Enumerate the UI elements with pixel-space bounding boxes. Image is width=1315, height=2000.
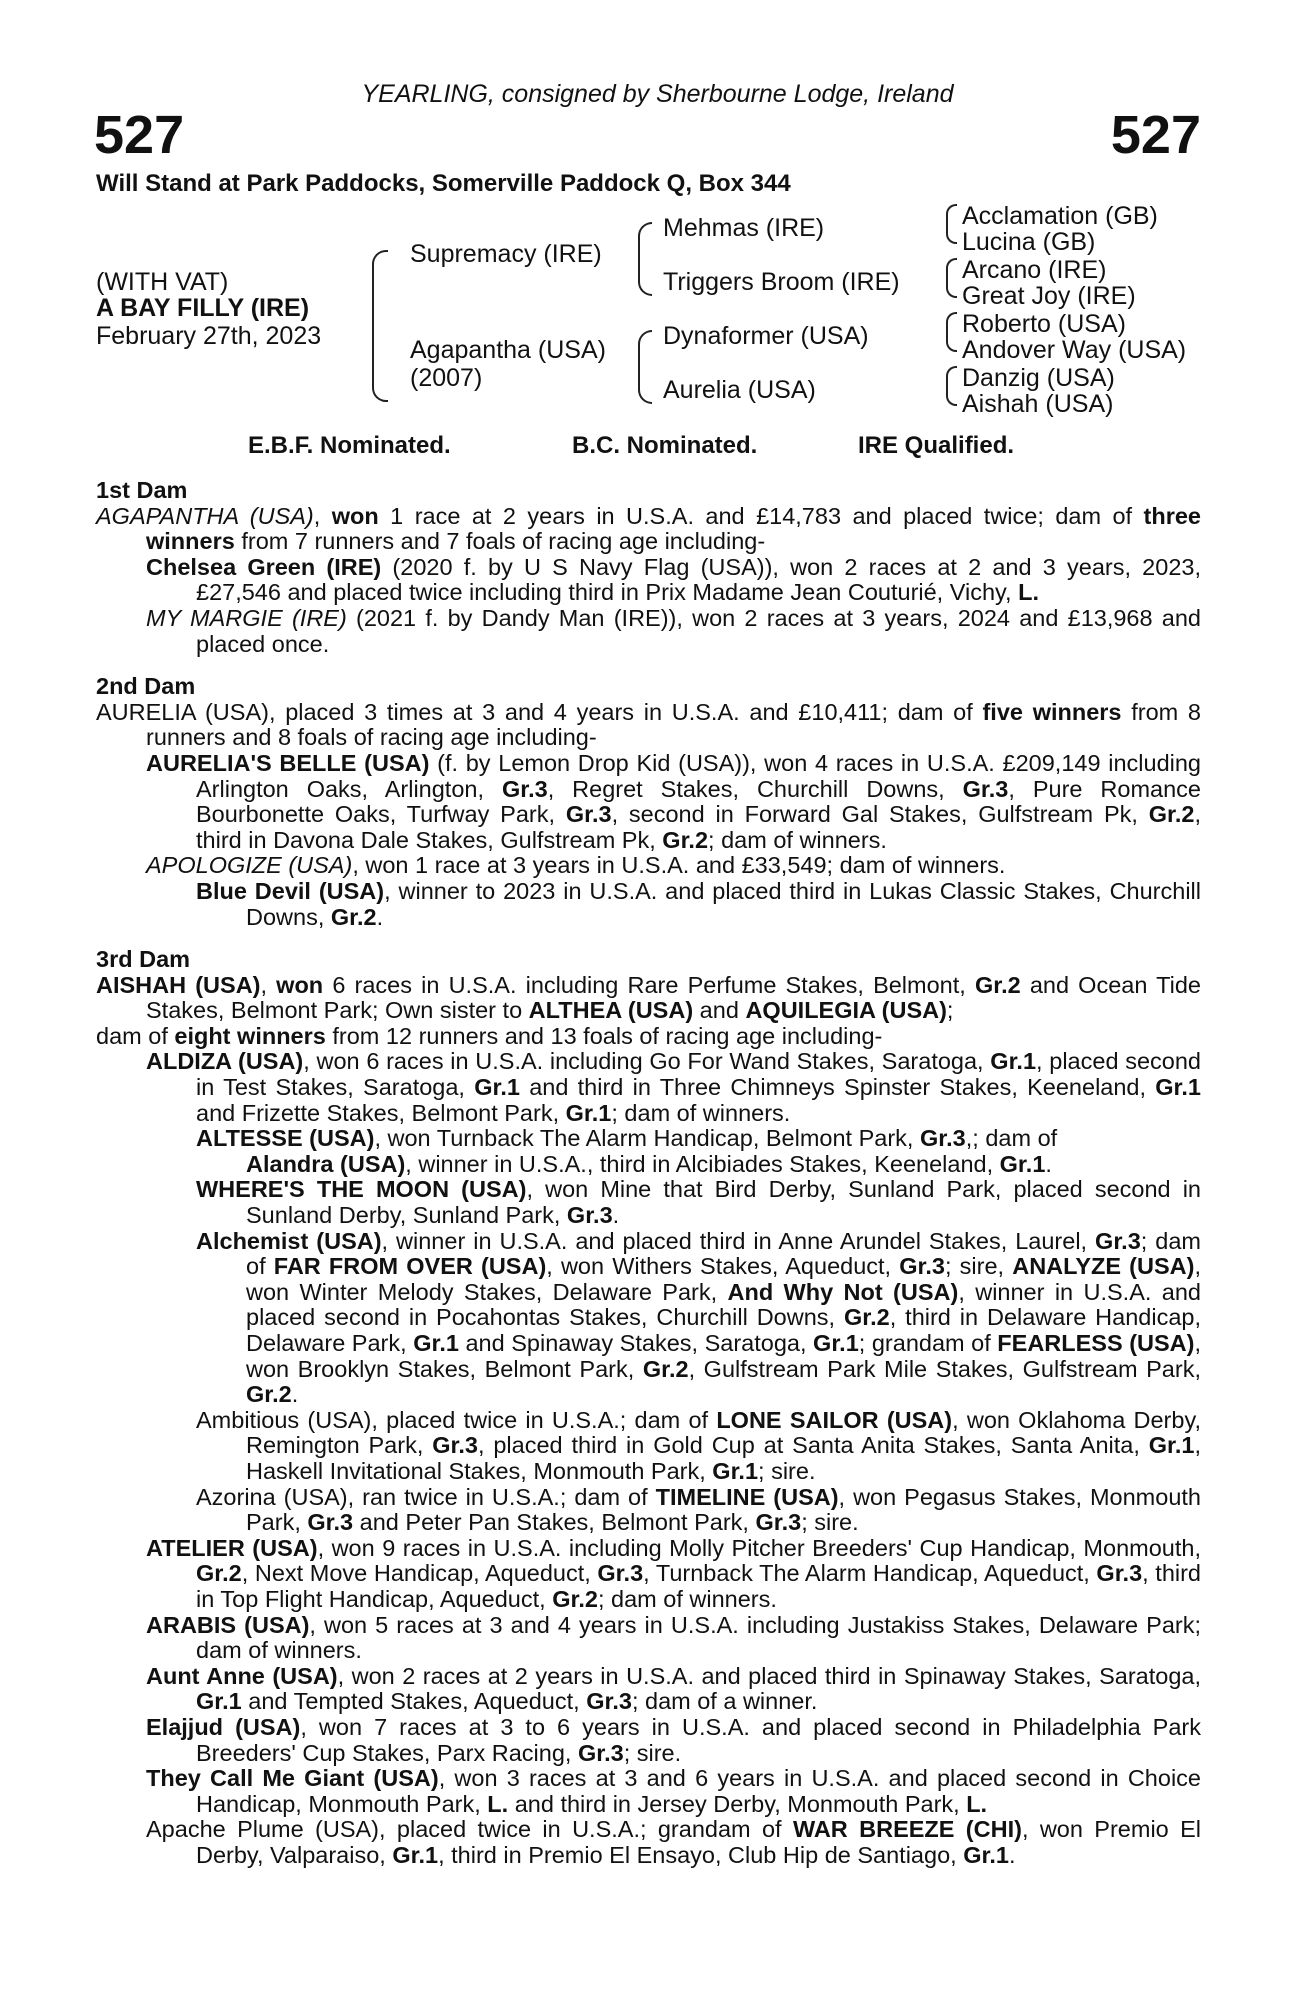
bold-text: Gr.3 — [1096, 1560, 1143, 1587]
text-run: , won Premio El Derby, Valparaiso, — [196, 1816, 1201, 1868]
entry-paragraph — [96, 1126, 1201, 1152]
text-run: ,; dam of — [965, 1125, 1058, 1152]
pedigree-brace-g3 — [946, 312, 957, 352]
text-run: , Regret Stakes, Churchill Downs, — [547, 775, 963, 802]
text-run: , third in Davona Dale Stakes, Gulfstream Pk, — [196, 801, 1201, 853]
bold-text: ARABIS (USA) — [146, 1611, 310, 1638]
text-run: 1 race at 2 years in U.S.A. and £14,783 and placed twice; dam of — [378, 502, 1144, 529]
text-run: ; dam of winners. — [597, 1585, 777, 1612]
text-run: . — [291, 1381, 299, 1408]
pedigree-g4: Great Joy (IRE) — [962, 282, 1136, 310]
text-run: . — [612, 1202, 620, 1229]
pedigree-dam-sire: Dynaformer (USA) — [663, 322, 869, 350]
bold-text: Gr.1 — [990, 1048, 1037, 1075]
text-run: , won Brooklyn Stakes, Belmont Park, — [246, 1330, 1201, 1382]
text-run: , won 2 races at 2 years in U.S.A. and placed third in Spinaway Stakes, Saratoga, — [337, 1662, 1201, 1689]
section-heading — [96, 947, 1201, 973]
text-run: , won Oklahoma Derby, Remington Park, — [246, 1406, 1201, 1459]
bold-text: L. — [487, 1790, 509, 1817]
pedigree-g5: Roberto (USA) — [962, 310, 1126, 338]
pedigree-sire: Supremacy (IRE) — [410, 240, 602, 268]
bold-text: TIMELINE (USA) — [655, 1483, 839, 1510]
bold-text: ALTHEA (USA) — [528, 997, 694, 1024]
text-run: , winner to 2023 in U.S.A. and placed third in Lukas Classic Stakes, Churchill Downs, — [246, 877, 1201, 930]
text-run: Azorina (USA), ran twice in U.S.A.; dam of — [196, 1483, 656, 1510]
bold-text: AISHAH (USA) — [96, 971, 261, 998]
text-run: , won Withers Stakes, Aqueduct, — [546, 1253, 900, 1280]
text-run: , Haskell Invitational Stakes, Monmouth Park, — [246, 1432, 1201, 1484]
text-run: . — [376, 903, 384, 930]
bold-text: 2nd Dam — [96, 673, 196, 700]
text-run: and — [693, 997, 746, 1024]
text-run: and Tempted Stakes, Aqueduct, — [241, 1688, 587, 1715]
entry-paragraph — [96, 1664, 1201, 1715]
text-run: , placed second in Test Stakes, Saratoga, — [196, 1048, 1202, 1101]
entry-paragraph — [96, 606, 1201, 657]
text-run: ; grandam of — [858, 1330, 998, 1356]
bold-text: eight winners — [174, 1022, 326, 1049]
bold-text: Gr.3 — [586, 1688, 632, 1715]
bold-text: Gr.3 — [501, 775, 548, 802]
entry-paragraph — [96, 853, 1201, 879]
bold-text: won — [276, 971, 324, 998]
bold-text: Gr.2 — [1148, 801, 1195, 828]
text-run: . — [1045, 1150, 1052, 1177]
bold-text: AURELIA'S BELLE (USA) — [146, 749, 430, 776]
text-run: , third in Top Flight Handicap, Aqueduct, — [196, 1560, 1201, 1612]
text-run: ; dam of — [246, 1227, 1201, 1280]
ebf-nomination: E.B.F. Nominated. — [248, 432, 451, 459]
bold-text: Gr.1 — [474, 1074, 520, 1101]
bold-text: Gr.2 — [246, 1381, 292, 1408]
bold-text: Gr.3 — [432, 1432, 478, 1459]
bold-text: Gr.1 — [712, 1457, 759, 1484]
text-run: , winner in U.S.A. and placed second in Pocahontas Stakes, Churchill Downs, — [246, 1278, 1201, 1331]
bold-text: FEARLESS (USA) — [997, 1330, 1195, 1356]
section-heading — [96, 674, 1201, 700]
pedigree-sire-sire: Mehmas (IRE) — [663, 214, 825, 242]
bold-text: Alchemist (USA) — [196, 1227, 382, 1254]
bold-text: Chelsea Green (IRE) — [146, 553, 382, 580]
bold-text: Gr.3 — [755, 1509, 802, 1536]
bold-text: Gr.1 — [813, 1330, 859, 1356]
pedigree-dam: Agapantha (USA) — [410, 336, 606, 364]
text-run: Ambitious (USA), placed twice in U.S.A.; dam of — [196, 1406, 717, 1433]
entry-paragraph — [96, 504, 1201, 555]
entry-paragraph — [96, 1229, 1201, 1408]
text-run: , third in Delaware Handicap, Delaware Park, — [246, 1304, 1201, 1356]
vat-note: (WITH VAT) — [96, 268, 229, 296]
entry-paragraph — [96, 1408, 1201, 1485]
entry-paragraph — [96, 1152, 1201, 1178]
bold-text: 3rd Dam — [96, 946, 191, 973]
horse-name: A BAY FILLY (IRE) — [96, 294, 310, 322]
text-run: , won Pegasus Stakes, Monmouth Park, — [246, 1483, 1201, 1536]
pedigree-g1: Acclamation (GB) — [962, 202, 1158, 230]
text-run: , second in Forward Gal Stakes, Gulfstream Pk, — [611, 801, 1149, 828]
bold-text: They Call Me Giant (USA) — [146, 1765, 439, 1792]
entry-paragraph — [96, 1024, 1201, 1050]
bold-text: three winners — [146, 502, 1201, 555]
bold-text: Gr.3 — [307, 1509, 354, 1536]
text-run: ; sire. — [758, 1457, 816, 1484]
bc-nomination: B.C. Nominated. — [572, 432, 758, 459]
text-run: , won 9 races in U.S.A. including Molly Pitcher Breeders' Cup Handicap, Monmouth, — [317, 1534, 1201, 1561]
text-run: , won 5 races at 3 and 4 years in U.S.A. including Justakiss Stakes, Delaware Park; dam of winners. — [196, 1611, 1201, 1664]
italic-text: AGAPANTHA (USA) — [96, 502, 314, 529]
bold-text: Gr.2 — [330, 903, 377, 930]
bold-text: Gr.3 — [565, 801, 612, 828]
bold-text: AQUILEGIA (USA) — [745, 997, 947, 1024]
text-run: , Turnback The Alarm Handicap, Aqueduct, — [643, 1560, 1097, 1587]
bold-text: Gr.1 — [963, 1841, 1009, 1868]
entry-paragraph — [96, 1817, 1201, 1868]
bold-text: Gr.1 — [999, 1150, 1046, 1177]
pedigree-g2: Lucina (GB) — [962, 228, 1096, 256]
text-run: , placed third in Gold Cup at Santa Anita Stakes, Santa Anita, — [477, 1432, 1149, 1459]
entry-paragraph — [96, 1485, 1201, 1536]
stand-location: Will Stand at Park Paddocks, Somerville Paddock Q, Box 344 — [96, 170, 791, 197]
text-run: (2021 f. by Dandy Man (IRE)), won 2 races at 3 years, 2024 and £13,968 and placed once. — [196, 604, 1201, 657]
bold-text: Gr.3 — [920, 1125, 966, 1152]
entry-paragraph — [96, 555, 1201, 606]
text-run: , won 6 races in U.S.A. including Go For Wand Stakes, Saratoga, — [303, 1048, 991, 1075]
page-subtitle: YEARLING, consigned by Sherbourne Lodge, Ireland — [361, 80, 954, 108]
italic-text: MY MARGIE (IRE) — [146, 604, 347, 631]
pedigree-g6: Andover Way (USA) — [962, 336, 1187, 364]
bold-text: Gr.2 — [642, 1355, 689, 1382]
text-run: and Ocean Tide Stakes, Belmont Park; Own sister to — [146, 971, 1201, 1024]
bold-text: Gr.3 — [962, 775, 1009, 802]
bold-text: won — [331, 502, 379, 529]
text-run: , won 7 races at 3 to 6 years in U.S.A. and placed second in Philadelphia Park Breeders' Cup Stakes, Parx Racing, — [196, 1713, 1202, 1766]
text-run: (2020 f. by U S Navy Flag (USA)), won 2 races at 2 and 3 years, 2023, £27,546 and placed twice including third in Prix Madame Jean Couturié, Vichy, — [196, 553, 1201, 606]
italic-text: APOLOGIZE (USA) — [146, 852, 353, 879]
text-run: (f. by Lemon Drop Kid (USA)), won 4 races in U.S.A. £209,149 including Arlington Oaks, Arlington, — [196, 749, 1202, 802]
bold-text: Gr.2 — [196, 1560, 242, 1587]
bold-text: Gr.3 — [566, 1202, 613, 1229]
bold-text: L. — [966, 1790, 988, 1817]
bold-text: Gr.1 — [1155, 1074, 1201, 1101]
bold-text: Gr.3 — [1095, 1227, 1141, 1254]
text-run: , won Mine that Bird Derby, Sunland Park, placed second in Sunland Derby, Sunland Park, — [246, 1176, 1202, 1229]
bold-text: ANALYZE (USA) — [1012, 1253, 1195, 1280]
text-run: Apache Plume (USA), placed twice in U.S.A.; grandam of — [146, 1816, 793, 1843]
text-run: ; dam of winners. — [611, 1099, 791, 1126]
text-run: from 7 runners and 7 foals of racing age including- — [234, 528, 766, 555]
pedigree-brace-g1 — [946, 204, 957, 244]
text-run: ; — [946, 997, 954, 1024]
entry-paragraph — [96, 973, 1201, 1024]
text-run: , winner in U.S.A., third in Alcibiades Stakes, Keeneland, — [405, 1150, 1000, 1177]
bold-text: Elajjud (USA) — [146, 1713, 301, 1740]
bold-text: Gr.2 — [552, 1585, 598, 1612]
section-heading — [96, 478, 1201, 504]
pedigree-g3: Arcano (IRE) — [962, 256, 1107, 284]
bold-text: LONE SAILOR (USA) — [716, 1406, 953, 1433]
text-run: , won 3 races at 3 and 6 years in U.S.A. and placed second in Choice Handicap, Monmouth Park, — [196, 1765, 1201, 1817]
bold-text: Blue Devil (USA) — [196, 877, 385, 904]
bold-text: Gr.1 — [392, 1841, 439, 1868]
pedigree-dam-year: (2007) — [410, 364, 483, 392]
bold-text: Gr.2 — [843, 1304, 890, 1331]
entry-paragraph — [96, 751, 1201, 853]
entry-paragraph — [96, 700, 1201, 751]
catalogue-body — [96, 478, 1201, 1868]
pedigree-brace-sire — [638, 222, 652, 296]
pedigree-g7: Danzig (USA) — [962, 364, 1115, 392]
text-run: , third in Premio El Ensayo, Club Hip de Santiago, — [438, 1841, 964, 1868]
text-run: , — [260, 971, 277, 998]
bold-text: Gr.2 — [662, 826, 709, 853]
bold-text: Gr.3 — [577, 1739, 624, 1766]
text-run: , winner in U.S.A. and placed third in Anne Arundel Stakes, Laurel, — [381, 1227, 1096, 1254]
text-run: ; sire. — [623, 1739, 682, 1766]
text-run: and Peter Pan Stakes, Belmont Park, — [353, 1509, 756, 1536]
entry-paragraph — [96, 1177, 1201, 1228]
ire-qualification: IRE Qualified. — [858, 432, 1015, 459]
pedigree-sire-dam: Triggers Broom (IRE) — [663, 268, 900, 296]
text-run: AURELIA (USA), placed 3 times at 3 and 4 years in U.S.A. and £10,411; dam of — [96, 698, 983, 725]
text-run: and Spinaway Stakes, Saratoga, — [458, 1330, 814, 1356]
bold-text: FAR FROM OVER (USA) — [273, 1253, 547, 1280]
bold-text: Gr.1 — [196, 1688, 242, 1715]
bold-text: WAR BREEZE (CHI) — [792, 1816, 1022, 1843]
entry-paragraph — [96, 879, 1201, 930]
text-run: ; dam of winners. — [708, 826, 887, 853]
bold-text: L. — [1018, 579, 1039, 606]
text-run: ; dam of a winner. — [631, 1688, 818, 1715]
bold-text: five winners — [982, 698, 1122, 725]
text-run: from 8 runners and 8 foals of racing age including- — [146, 698, 1201, 751]
entry-paragraph — [96, 1715, 1201, 1766]
text-run: . — [1008, 1841, 1016, 1868]
text-run: , Next Move Handicap, Aqueduct, — [241, 1560, 598, 1587]
pedigree-dam-dam: Aurelia (USA) — [663, 376, 816, 404]
text-run: dam of — [96, 1022, 175, 1049]
bold-text: ATELIER (USA) — [146, 1534, 318, 1561]
entry-paragraph — [96, 1613, 1201, 1664]
text-run: , won Turnback The Alarm Handicap, Belmont Park, — [374, 1125, 920, 1152]
pedigree-brace-parents — [372, 250, 388, 402]
bold-text: And Why Not (USA) — [727, 1278, 959, 1305]
horse-dob: February 27th, 2023 — [96, 322, 322, 350]
text-run: , Pure Romance Bourbonette Oaks, Turfway Park, — [196, 775, 1201, 828]
lot-number-left: 527 — [94, 105, 185, 165]
bold-text: Gr.3 — [597, 1560, 644, 1587]
text-run: , won Winter Melody Stakes, Delaware Park, — [246, 1253, 1201, 1305]
text-run: , Gulfstream Park Mile Stakes, Gulfstream Park, — [688, 1355, 1201, 1382]
text-run: and Frizette Stakes, Belmont Park, — [196, 1099, 566, 1126]
pedigree-brace-g2 — [946, 258, 957, 298]
bold-text: ALTESSE (USA) — [196, 1125, 375, 1152]
pedigree-g8: Aishah (USA) — [962, 390, 1114, 418]
bold-text: Aunt Anne (USA) — [146, 1662, 338, 1689]
bold-text: Gr.3 — [899, 1253, 945, 1280]
text-run: ; sire. — [801, 1509, 859, 1536]
lot-number-right: 527 — [1110, 105, 1201, 165]
text-run: and third in Three Chimneys Spinster Stakes, Keeneland, — [519, 1074, 1156, 1101]
bold-text: Alandra (USA) — [246, 1150, 406, 1177]
entry-paragraph — [96, 1049, 1201, 1126]
text-run: from 12 runners and 13 foals of racing age including- — [325, 1022, 883, 1049]
text-run: and third in Jersey Derby, Monmouth Park, — [508, 1790, 967, 1817]
bold-text: WHERE'S THE MOON (USA) — [196, 1176, 527, 1203]
pedigree-brace-dam — [638, 330, 652, 404]
text-run: , — [313, 502, 332, 529]
pedigree-brace-g4 — [946, 366, 957, 406]
text-run: ; sire, — [944, 1253, 1013, 1280]
text-run: 6 races in U.S.A. including Rare Perfume Stakes, Belmont, — [323, 971, 975, 998]
bold-text: ALDIZA (USA) — [146, 1048, 304, 1075]
bold-text: Gr.1 — [1148, 1432, 1195, 1459]
bold-text: 1st Dam — [96, 477, 188, 503]
entry-paragraph — [96, 1766, 1201, 1817]
text-run: , won 1 race at 3 years in U.S.A. and £33,549; dam of winners. — [352, 852, 1006, 879]
bold-text: Gr.2 — [974, 971, 1021, 998]
entry-paragraph — [96, 1536, 1201, 1613]
bold-text: Gr.1 — [565, 1099, 612, 1126]
bold-text: Gr.1 — [413, 1330, 459, 1356]
